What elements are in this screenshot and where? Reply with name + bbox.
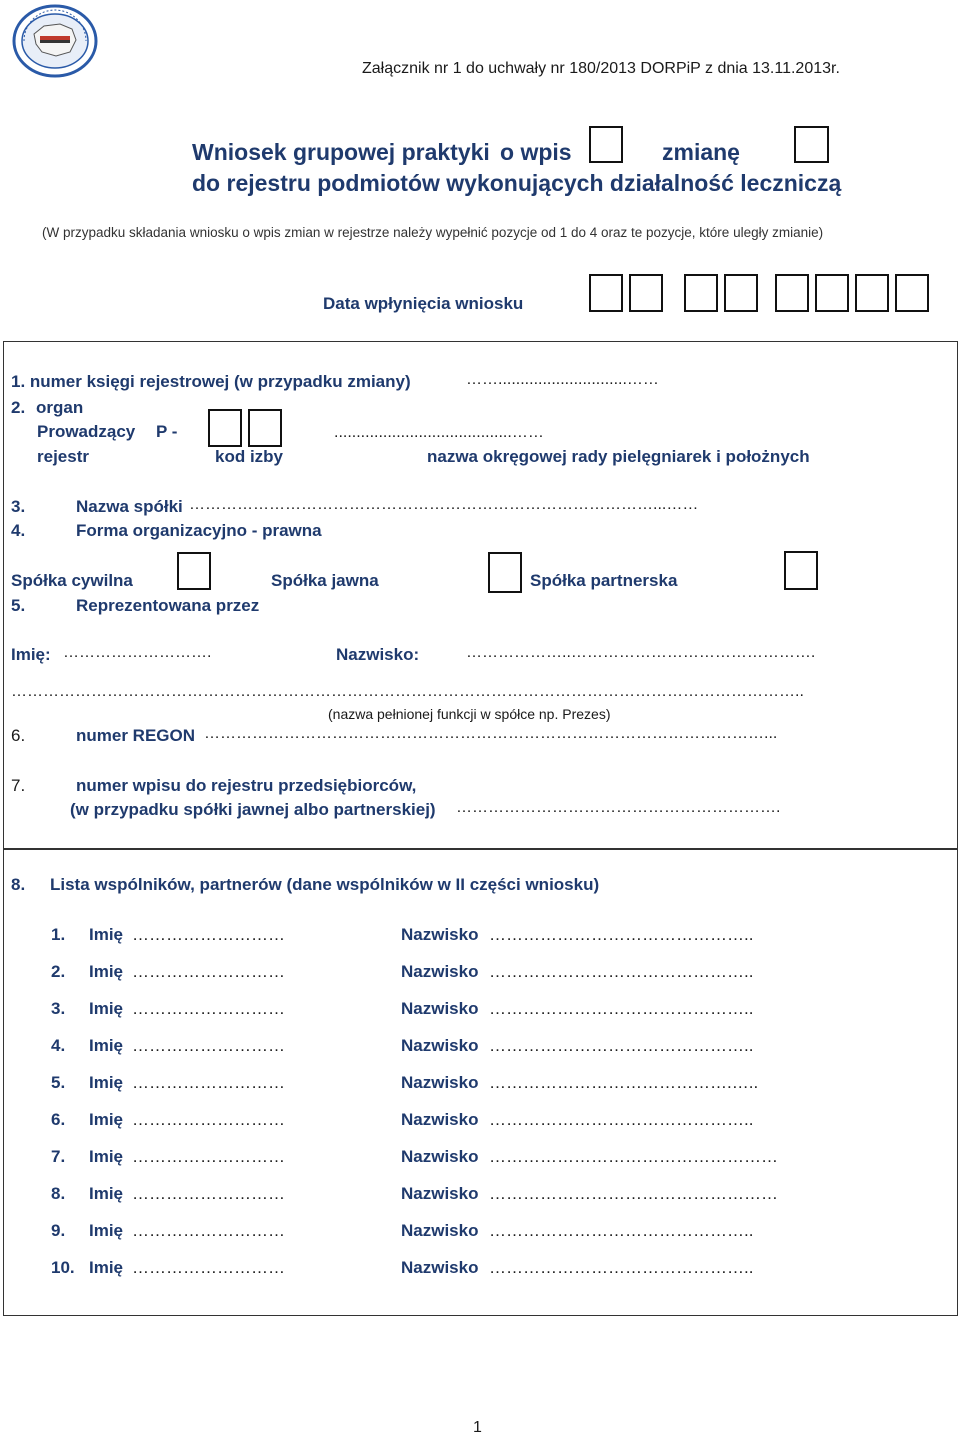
attachment-note: Załącznik nr 1 do uchwały nr 180/2013 DORPiP z dnia 13.11.2013r.: [362, 60, 840, 77]
field8-number: 8.: [11, 875, 26, 894]
partner-nazwisko-dots[interactable]: …………………………………….…..: [489, 1073, 759, 1092]
field3-dots[interactable]: ……………………………………………………………………………...……: [189, 496, 699, 513]
field7-number: 7.: [11, 776, 26, 795]
field3-label: Nazwa spółki: [76, 497, 183, 516]
chamber-seal-logo: [12, 4, 98, 78]
partner-imie-dots[interactable]: ………………………: [132, 1184, 285, 1203]
field2-kod-caption: kod izby: [215, 447, 284, 466]
date-day-2-box[interactable]: [629, 274, 663, 312]
partner-number: 9.: [51, 1221, 66, 1240]
partner-nazwisko-dots[interactable]: ………………………………………..: [489, 1221, 754, 1240]
partner-nazwisko-label: Nazwisko: [401, 1184, 479, 1203]
partner-number: 1.: [51, 925, 66, 944]
partner-imie-label: Imię: [89, 1036, 124, 1055]
partner-nazwisko-dots[interactable]: ……………………………………………: [489, 1184, 778, 1203]
option-cywilna-label: Spółka cywilna: [11, 571, 133, 590]
partner-number: 7.: [51, 1147, 66, 1166]
partner-nazwisko-label: Nazwisko: [401, 1221, 479, 1240]
field2-p: P -: [156, 422, 178, 441]
partner-number: 3.: [51, 999, 66, 1018]
field2-prowadzacy: Prowadzący: [37, 422, 136, 441]
field2-organ: organ: [36, 398, 84, 417]
partner-number: 4.: [51, 1036, 66, 1055]
partner-number: 6.: [51, 1110, 66, 1129]
option-cywilna-checkbox[interactable]: [177, 552, 211, 590]
partner-nazwisko-label: Nazwisko: [401, 1258, 479, 1277]
kod-izby-2-box[interactable]: [248, 409, 282, 447]
partner-imie-label: Imię: [89, 1258, 124, 1277]
partner-number: 10.: [51, 1258, 75, 1277]
title-line1-c: zmianę: [662, 139, 740, 165]
rep-function-caption: (nazwa pełnionej funkcji w spółce np. Prezes): [328, 706, 611, 722]
section-main-data: [3, 341, 958, 849]
field1-label: 1. numer księgi rejestrowej (w przypadku zmiany): [11, 372, 411, 391]
page-number: 1: [473, 1419, 482, 1436]
partner-imie-dots[interactable]: ………………………: [132, 1221, 285, 1240]
field2-dots[interactable]: ........................................……: [334, 424, 544, 441]
field7-sub: (w przypadku spółki jawnej albo partnerskiej): [70, 800, 436, 819]
title-line1-a: Wniosek grupowej praktyki: [192, 139, 490, 165]
partner-nazwisko-dots[interactable]: ………………………………………..: [489, 1258, 754, 1277]
partner-nazwisko-label: Nazwisko: [401, 1110, 479, 1129]
partner-nazwisko-dots[interactable]: ………………………………………..: [489, 999, 754, 1018]
field6-label: numer REGON: [76, 726, 196, 745]
partner-imie-label: Imię: [89, 1110, 124, 1129]
field3-number: 3.: [11, 497, 26, 516]
partner-imie-dots[interactable]: ………………………: [132, 999, 285, 1018]
option-partnerska-label: Spółka partnerska: [530, 571, 678, 590]
partner-number: 8.: [51, 1184, 66, 1203]
rep-nazwisko-label: Nazwisko:: [336, 645, 420, 664]
partner-nazwisko-dots[interactable]: ………………………………………..: [489, 1036, 754, 1055]
field4-number: 4.: [11, 521, 26, 540]
partner-number: 2.: [51, 962, 66, 981]
partner-imie-dots[interactable]: ………………………: [132, 962, 285, 981]
date-year-1-box[interactable]: [775, 274, 809, 312]
field2-nazwa-caption: nazwa okręgowej rady pielęgniarek i położnych: [427, 447, 810, 466]
rep-nazwisko-dots[interactable]: ………………..……………………………………….: [466, 644, 816, 661]
rep-function-dots[interactable]: …………………………………………………………………………………………………………………………………..: [11, 683, 804, 700]
kod-izby-1-box[interactable]: [208, 409, 242, 447]
date-year-3-box[interactable]: [855, 274, 889, 312]
partner-nazwisko-dots[interactable]: ………………………………………..: [489, 1110, 754, 1129]
partner-nazwisko-label: Nazwisko: [401, 962, 479, 981]
partner-imie-label: Imię: [89, 999, 124, 1018]
partner-imie-dots[interactable]: ………………………: [132, 1258, 285, 1277]
field2-rejestr: rejestr: [37, 447, 89, 466]
partner-nazwisko-dots[interactable]: ………………………………………..: [489, 962, 754, 981]
partner-imie-label: Imię: [89, 1184, 124, 1203]
partner-nazwisko-label: Nazwisko: [401, 1147, 479, 1166]
date-year-2-box[interactable]: [815, 274, 849, 312]
date-month-1-box[interactable]: [684, 274, 718, 312]
field6-dots[interactable]: ……………………………………………………………………………………………...: [204, 725, 778, 742]
field7-dots[interactable]: …………………………………………………….: [456, 799, 781, 816]
partner-imie-label: Imię: [89, 925, 124, 944]
partner-imie-dots[interactable]: ………………………: [132, 1110, 285, 1129]
field5-label: Reprezentowana przez: [76, 596, 260, 615]
field7-label: numer wpisu do rejestru przedsiębiorców,: [76, 776, 417, 795]
option-jawna-checkbox[interactable]: [488, 552, 522, 593]
title-line2: do rejestru podmiotów wykonujących działalność leczniczą: [192, 170, 842, 196]
date-month-2-box[interactable]: [724, 274, 758, 312]
field2-number: 2.: [11, 398, 26, 417]
partner-nazwisko-label: Nazwisko: [401, 1036, 479, 1055]
field8-label: Lista wspólników, partnerów (dane wspólników w II części wniosku): [50, 875, 600, 894]
option-partnerska-checkbox[interactable]: [784, 551, 818, 590]
title-line1-b: o wpis: [500, 139, 572, 165]
field6-number: 6.: [11, 726, 26, 745]
rep-imie-label: Imię:: [11, 645, 51, 664]
partner-nazwisko-label: Nazwisko: [401, 999, 479, 1018]
partner-imie-label: Imię: [89, 962, 124, 981]
partner-number: 5.: [51, 1073, 66, 1092]
rep-imie-dots[interactable]: ……………………….: [63, 644, 212, 661]
date-day-1-box[interactable]: [589, 274, 623, 312]
partner-imie-dots[interactable]: ………………………: [132, 1073, 285, 1092]
partner-imie-dots[interactable]: ………………………: [132, 1036, 285, 1055]
partner-nazwisko-dots[interactable]: ……………………………………………: [489, 1147, 778, 1166]
partner-nazwisko-label: Nazwisko: [401, 1073, 479, 1092]
option-jawna-label: Spółka jawna: [271, 571, 379, 590]
field1-dots[interactable]: …….............................……: [466, 371, 659, 388]
field4-label: Forma organizacyjno - prawna: [76, 521, 322, 540]
wpis-checkbox[interactable]: [589, 126, 623, 163]
partner-nazwisko-dots[interactable]: ………………………………………..: [489, 925, 754, 944]
date-received-label: Data wpłynięcia wniosku: [323, 294, 524, 313]
partner-imie-dots[interactable]: ………………………: [132, 1147, 285, 1166]
instruction-note: (W przypadku składania wniosku o wpis zmian w rejestrze należy wypełnić pozycje od 1 do 4 oraz te pozycje, które uległy zmianie): [42, 225, 824, 240]
partner-imie-label: Imię: [89, 1221, 124, 1240]
partner-imie-label: Imię: [89, 1147, 124, 1166]
field5-number: 5.: [11, 596, 26, 615]
partner-nazwisko-label: Nazwisko: [401, 925, 479, 944]
partner-imie-label: Imię: [89, 1073, 124, 1092]
date-year-4-box[interactable]: [895, 274, 929, 312]
zmiana-checkbox[interactable]: [794, 126, 829, 163]
partner-imie-dots[interactable]: ………………………: [132, 925, 285, 944]
